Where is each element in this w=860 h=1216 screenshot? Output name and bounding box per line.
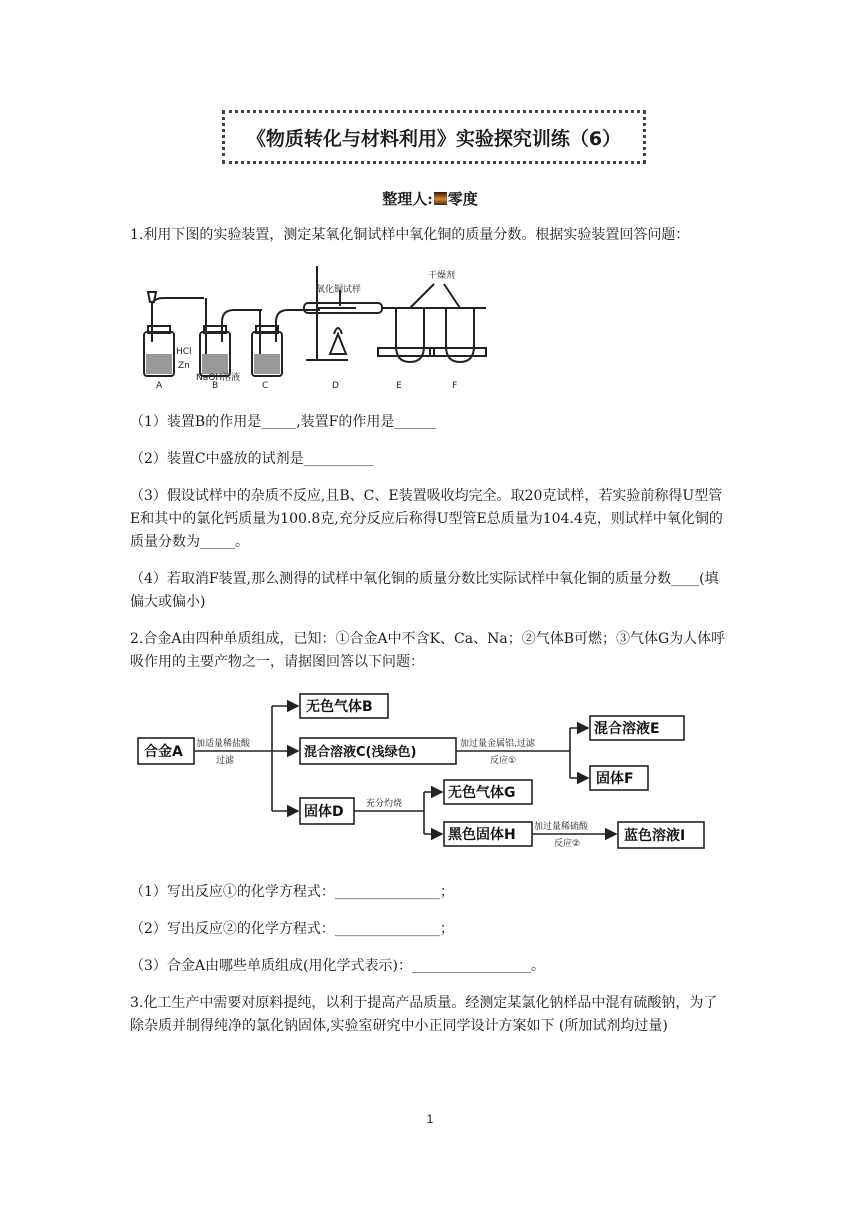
q1-sub3: （3）假设试样中的杂质不反应,且B、C、E装置吸收均完全。取20克试样，若实验前称得U型管E和其中的氯化钙质量为100.8克,充分反应后称得U型管E总质量为104.4克，则试样中氧化铜的质量分数为_____。 [130,488,723,550]
text-alloy-a: 合金A [144,744,183,760]
letter-b: B [212,381,219,390]
text-solid-d: 固体D [304,804,344,820]
q2-sub1: （1）写出反应①的化学方程式：_______________； [130,884,454,900]
text-solution-i: 蓝色溶液I [624,828,686,844]
q1-stem: 1.利用下图的实验装置，测定某氧化铜试样中氧化铜的质量分数。根据实验装置回答问题： [130,227,690,243]
q2-sub3: （3）合金A由哪些单质组成(用化学式表示)：_________________。 [130,958,545,974]
q2-sub2: （2）写出反应②的化学方程式：_______________； [130,921,454,937]
text-solid-f: 固体F [596,771,634,787]
u-tube-e [396,308,424,362]
label-dryer: 干燥剂 [428,271,456,281]
text-solution-c: 混合溶液C(浅绿色) [304,745,417,760]
text-solid-h: 黑色固体H [448,827,516,843]
text-gas-b: 无色气体B [306,699,373,715]
sunset-icon [434,192,447,205]
editor-line [0,188,860,209]
letter-e: E [396,381,402,390]
page-number: 1 [426,1112,434,1126]
q2-flow-diagram [134,686,706,852]
q1-sub2: （2）装置C中盛放的试剂是__________ [130,451,374,467]
q3-stem: 3.化工生产中需要对原料提纯，以利于提高产品质量。经测定某氯化钠样品中混有硫酸钠，为了除杂质并制得纯净的氯化钠固体,实验室研究中小正同学设计方案如下 (所加试剂均过量) [130,995,718,1034]
letter-d: D [332,381,339,390]
lamp-d [330,334,346,354]
text-step3: 充分灼烧 [366,799,403,809]
label-hcl: HCl [176,347,192,357]
editor-name: 零度 [447,190,478,208]
liquid-a [146,354,172,374]
u-tube-f [446,308,474,362]
letter-f: F [452,381,458,390]
q1-sub4: （4）若取消F装置,那么测得的试样中氧化铜的质量分数比实际试样中氧化铜的质量分数____(填偏大或偏小) [130,571,719,610]
q2-stem: 2.合金A由四种单质组成，已知：①合金A中不含K、Ca、Na；②气体B可燃；③气体G为人体呼吸作用的主要产物之一，请据图回答以下问题： [130,631,726,670]
liquid-c [254,354,280,374]
text-solution-e: 混合溶液E [594,721,660,737]
text-step4-bottom: 反应② [554,839,581,849]
text-step1-bottom: 过滤 [216,756,235,766]
q1-sub1: （1）装置B的作用是_____,装置F的作用是______ [130,414,437,430]
text-gas-g: 无色气体G [448,785,516,801]
editor-label: 整理人: [382,190,433,208]
text-step4-top: 加过量稀硫酸 [534,822,589,832]
q1-apparatus-figure [134,262,494,390]
liquid-b [202,354,228,374]
letter-a: A [156,381,163,390]
page-title-box [222,110,646,164]
label-zn: Zn [178,361,190,371]
text-step2-top: 加过量金属铝,过滤 [460,739,535,749]
text-step2-bottom: 反应① [490,756,517,766]
label-naoh: NaOH溶液 [196,373,241,383]
letter-c: C [262,381,269,390]
page-title: 《物质转化与材料利用》实验探究训练（6） [246,127,622,150]
text-step1-top: 加适量稀盐酸 [196,739,251,749]
label-sample: 氧化铜试样 [316,285,362,295]
